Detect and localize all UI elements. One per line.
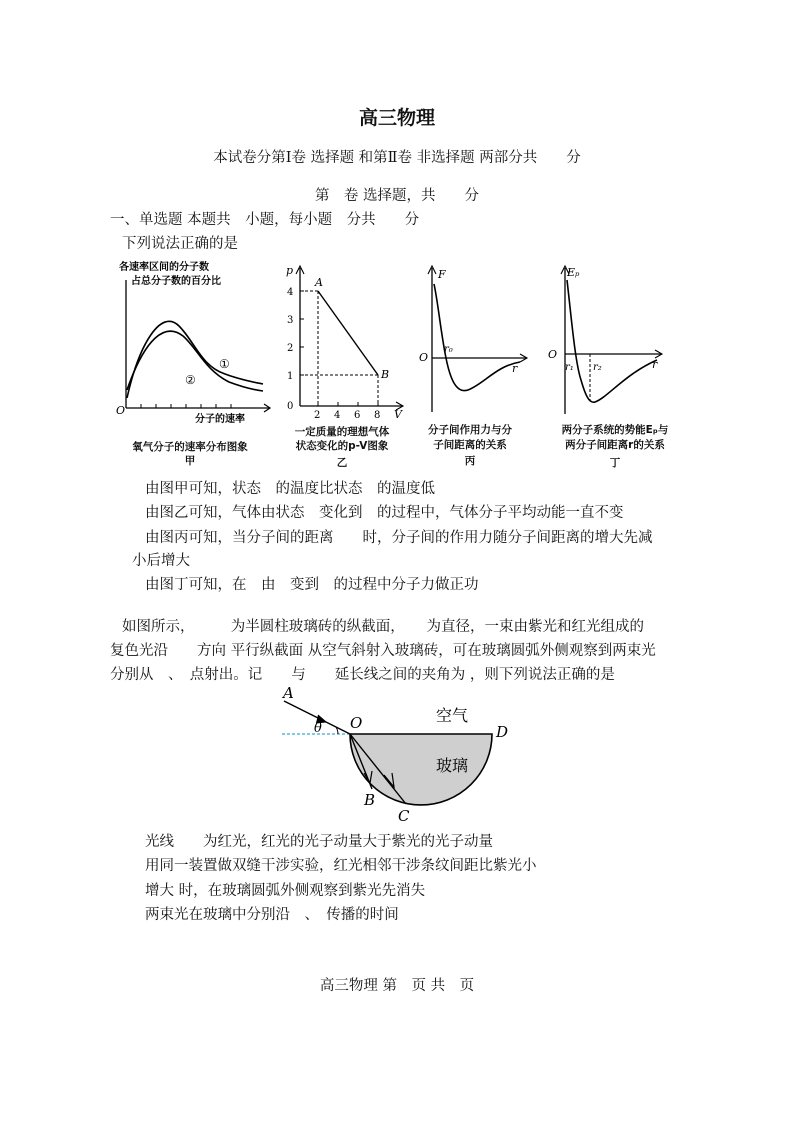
r2-label: r₂ [593,362,602,373]
r0-label: r₀ [444,344,453,355]
x-tick-8: 8 [374,410,381,421]
question-1-stem: 下列说法正确的是 [122,236,238,252]
label-glass: 玻璃 [436,756,469,775]
caption-bing-3: 丙 [464,455,476,467]
figure-yi [282,260,407,425]
y-tick-4: 4 [287,287,294,298]
q2-option-c: 增大 时，在玻璃圆弧外侧观察到紫光先消失 [145,883,426,899]
process-line-ab [318,291,378,375]
x-tick-2: 2 [314,410,321,421]
y-tick-1: 1 [287,371,294,382]
exam-intro: 本试卷分第Ⅰ卷 选择题 和第Ⅱ卷 非选择题 两部分共 分 [213,150,581,166]
caption-yi-3: 乙 [336,457,348,469]
caption-jia-2: 甲 [184,455,196,467]
origin-o: O [419,351,429,364]
caption-bing-1: 分子间作用力与分 [428,424,512,436]
axis-r: r [512,362,518,375]
caption-bing-2: 子间距离的关系 [433,439,507,451]
q1-option-c-line1: 由图丙可知，当分子间的距离 时，分子间的作用力随分子间距离的增大先减 [145,530,653,546]
part-heading: 一、单选题 本题共 小题，每小题 分共 分 [110,212,420,228]
q2-stem-line1: 如图所示， 为半圆柱玻璃砖的纵截面， 为直径，一束由紫光和红光组成的 [122,619,644,635]
curve-2-label: ② [185,373,196,387]
q2-option-d: 两束光在玻璃中分别沿 、 传播的时间 [145,907,399,923]
x-tick-6: 6 [354,410,361,421]
label-theta: θ [314,721,322,736]
figure-bing [414,262,532,422]
page-title: 高三物理 [358,107,435,129]
figure-jia [117,258,277,423]
q2-option-b: 用同一装置做双缝干涉实验，红光相邻干涉条纹间距比紫光小 [145,858,537,874]
label-air: 空气 [436,706,469,725]
origin-o: O [116,404,126,417]
label-d: D [496,723,509,741]
y-tick-3: 3 [287,315,294,326]
axis-ep: Eₚ [567,266,580,279]
q1-option-d: 由图丁可知，在 由 变到 的过程中分子力做正功 [145,577,479,593]
axis-r: r [652,358,658,371]
origin-o: O [548,348,558,361]
x-axis-label: 分子的速率 [195,414,245,425]
q1-option-c-line2: 小后增大 [132,553,190,569]
y-tick-0: 0 [287,401,294,412]
y-axis-label-1: 各速率区间的分子数 [119,262,209,273]
figure-semicircle-glass [278,683,518,825]
axis-f: F [438,268,446,281]
force-curve [434,284,520,391]
label-c: C [398,807,410,825]
figure-ding [545,262,670,422]
q1-option-b: 由图乙可知，气体由状态 变化到 的过程中，气体分子平均动能一直不变 [145,505,624,521]
caption-yi-2: 状态变化的p-V图象 [295,440,389,452]
caption-ding-1: 两分子系统的势能Eₚ与 [561,424,669,436]
q1-option-a: 由图甲可知，状态 的温度比状态 的温度低 [145,481,435,497]
q2-stem-line3: 分别从 、 点射出。记 与 延长线之间的夹角为 ，则下列说法正确的是 [110,667,615,683]
axis-p: p [286,264,294,277]
curve-1-label: ① [219,357,230,371]
point-a: A [315,276,323,289]
r1-label: r₁ [565,362,574,373]
caption-ding-2: 两分子间距离r的关系 [565,439,665,451]
y-axis-label-2: 占总分子数的百分比 [131,276,221,287]
q2-stem-line2: 复色光沿 方向 平行纵截面 从空气斜射入玻璃砖，可在玻璃圆弧外侧观察到两束光 [110,643,656,659]
y-tick-2: 2 [287,343,294,354]
potential-curve [567,280,657,402]
x-tick-4: 4 [334,410,341,421]
axis-v: V [394,408,402,421]
section-title: 第 卷 选择题，共 分 [314,188,480,204]
caption-yi-1: 一定质量的理想气体 [294,426,390,438]
caption-ding-3: 丁 [609,457,621,469]
label-b: B [364,791,376,809]
label-a: A [283,684,294,702]
caption-jia-1: 氧气分子的速率分布图象 [132,441,248,453]
page-footer: 高三物理 第 页 共 页 [319,978,475,994]
label-o: O [350,714,363,732]
q2-option-a: 光线 为红光，红光的光子动量大于紫光的光子动量 [145,834,493,850]
point-b: B [381,368,390,381]
